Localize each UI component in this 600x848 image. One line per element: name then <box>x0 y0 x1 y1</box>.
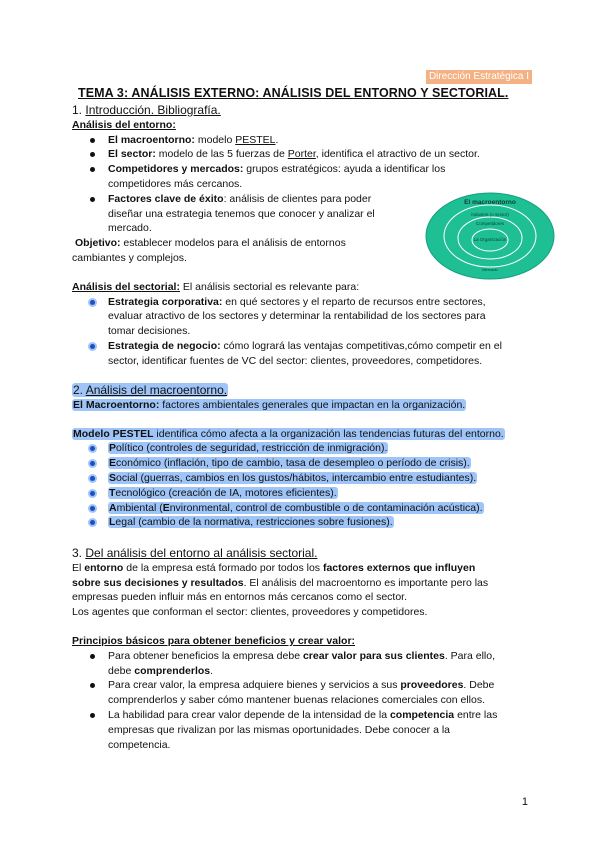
macro-text: factores ambientales generales que impactan en la organización. <box>159 398 466 411</box>
text: de la empresa está formado por todos los <box>123 561 323 574</box>
text-bold: factores externos que influyen <box>322 561 476 574</box>
list-item <box>72 501 542 516</box>
text: empresas pueden influir más en entornos más cercanos como el sector. <box>72 591 408 604</box>
list-item <box>72 441 542 456</box>
text-bold: competencia <box>389 708 455 721</box>
objetivo-text: cambiantes y complejos. <box>72 251 187 264</box>
sectorial-text: El análisis sectorial es relevante para: <box>179 280 360 293</box>
pestel-label: Modelo PESTEL <box>73 427 154 440</box>
diagram-label: Industria (o sector) <box>471 212 509 217</box>
pestel-letter: S <box>109 471 117 484</box>
section-title: Del análisis del entorno al análisis sectorial. <box>85 546 318 560</box>
item-text: modelo <box>194 133 236 146</box>
pestel-list <box>72 441 542 530</box>
list-item <box>72 649 534 679</box>
item-text: en qué sectores y el reparto de recursos entre sectores, <box>222 295 486 308</box>
list-item <box>72 339 532 369</box>
principios-list <box>72 649 534 753</box>
item-text: conómico (inflación, tipo de cambio, tasa de desempleo o período de crisis). <box>116 457 470 470</box>
section-title: Análisis del macroentorno. <box>85 383 228 397</box>
item-text: competidores más cercanos. <box>108 177 243 190</box>
item-text: sector, identificar fuentes de VC del sector: clientes, proveedores, competidores. <box>108 354 483 367</box>
pestel-text: identifica cómo afecta a la organización las tendencias futuras del entorno. <box>153 427 504 440</box>
item-text: : análisis de clientes para poder <box>223 192 372 205</box>
item-text: nvironmental, control de combustible o de contaminación acústica). <box>169 501 483 514</box>
text: debe <box>108 664 135 677</box>
text-bold: proveedores <box>400 679 464 692</box>
pestel-letter: E <box>162 501 170 514</box>
list-item <box>72 515 542 530</box>
list-item <box>72 192 398 236</box>
section-2-heading <box>72 383 542 398</box>
item-label: El sector: <box>108 148 156 161</box>
objetivo-text: establecer modelos para el análisis de entornos <box>120 237 346 250</box>
section-number: 3. <box>72 546 83 560</box>
macroentorno-definition <box>72 398 542 413</box>
item-text: olítico (controles de seguridad, restricción de inmigración). <box>116 442 388 455</box>
section-2 <box>72 383 542 530</box>
pestel-letter: E <box>109 457 117 470</box>
diagram-label: Competidores <box>475 221 505 226</box>
sectorial-title: Análisis del sectorial: <box>72 280 180 293</box>
list-item <box>72 708 534 752</box>
course-tag: Dirección Estratégica I <box>426 70 532 84</box>
list-item <box>72 486 542 501</box>
section-3 <box>72 546 534 752</box>
text-bold: crear valor para sus clientes <box>302 649 445 662</box>
pestel-letter: L <box>109 516 116 529</box>
section-number: 1. <box>72 103 83 117</box>
list-item <box>72 162 532 192</box>
item-text: ecnológico (creación de IA, motores eficientes). <box>115 486 337 499</box>
item-text: modelo de las 5 fuerzas de <box>155 148 288 161</box>
list-item <box>72 456 542 471</box>
item-label: Estrategia de negocio: <box>108 339 221 352</box>
text: . Debe <box>463 679 495 692</box>
diagram-label: La Organización <box>473 237 507 242</box>
diagram-label: Mercado <box>482 267 498 272</box>
text-bold: entorno <box>84 561 124 574</box>
page-number: 1 <box>521 796 528 808</box>
item-text: diseñar una estrategia tenemos que conocer y analizar el <box>108 207 375 220</box>
item-label: Competidores y mercados: <box>108 163 244 176</box>
item-text: ocial (guerras, cambios en los gustos/hábitos, intercambio entre estudiantes). <box>116 471 477 484</box>
text: . El análisis del macroentorno es importante pero las <box>243 576 489 589</box>
agentes-paragraph: Los agentes que conforman el sector: clientes, proveedores y competidores. <box>72 606 428 619</box>
text: . <box>210 664 214 677</box>
diagram-label: El macroentorno <box>464 199 516 206</box>
item-text: egal (cambio de la normativa, restricciones sobre fusiones). <box>115 516 393 529</box>
pestel-letter: T <box>109 486 116 499</box>
item-text: grupos estratégicos: ayuda a identificar los <box>243 163 446 176</box>
item-label: Factores clave de éxito <box>108 192 224 205</box>
entorno-diagram <box>425 192 555 280</box>
section-title: Introducción. Bibliografía. <box>85 103 221 117</box>
item-text: evaluar atractivo de los sectores y determinar la rentabilidad de los sectores para <box>108 310 486 323</box>
item-text: . <box>275 133 279 146</box>
objetivo-label: Objetivo: <box>75 237 121 250</box>
text: . Para ello, <box>444 649 496 662</box>
text: La habilidad para crear valor depende de la intensidad de la <box>108 708 390 721</box>
pestel-definition <box>72 427 542 442</box>
porter-link[interactable]: Porter <box>287 148 316 161</box>
item-label: El macroentorno: <box>108 133 195 146</box>
sectorial-paragraph <box>72 280 532 295</box>
pestel-link[interactable]: PESTEL <box>235 133 276 146</box>
text: Para crear valor, la empresa adquiere bienes y servicios a sus <box>108 679 401 692</box>
list-item <box>72 471 542 486</box>
item-text: tomar decisiones. <box>108 325 191 338</box>
list-item <box>72 678 534 708</box>
item-text: , identifica el atractivo de un sector. <box>315 148 480 161</box>
item-text: mercado. <box>108 222 152 235</box>
section-3-heading <box>72 546 534 561</box>
analisis-entorno-title: Análisis del entorno: <box>72 118 176 131</box>
principios-title: Principios básicos para obtener beneficios y crear valor: <box>72 634 356 647</box>
text: empresas que rivalizan por las mismas oportunidades. Debe conocer a la <box>108 723 451 736</box>
text-bold: sobre sus decisiones y resultados <box>72 576 244 589</box>
section-number: 2. <box>73 383 84 397</box>
text: El <box>72 561 85 574</box>
item-label: Estrategia corporativa: <box>108 295 223 308</box>
list-item <box>72 295 532 339</box>
text: competencia. <box>108 738 171 751</box>
item-text: cómo logrará las ventajas competitivas,cómo competir en el <box>220 339 502 352</box>
list-item <box>72 147 532 162</box>
entorno-paragraph <box>72 561 534 605</box>
item-text: mbiental ( <box>116 501 163 514</box>
text: comprenderlos y saber cómo mantener buenas relaciones comerciales con ellos. <box>108 694 486 707</box>
text: Para obtener beneficios la empresa debe <box>108 649 303 662</box>
sectorial-list <box>72 295 532 369</box>
page-title: TEMA 3: ANÁLISIS EXTERNO: ANÁLISIS DEL ENTORNO Y SECTORIAL. <box>78 86 509 100</box>
pestel-letter: P <box>109 442 117 455</box>
text: entre las <box>454 708 498 721</box>
text-bold: comprenderlos <box>134 664 211 677</box>
pestel-letter: A <box>109 501 117 514</box>
macro-label: El Macroentorno: <box>73 398 160 411</box>
list-item <box>72 133 532 148</box>
section-1-heading <box>72 103 532 118</box>
